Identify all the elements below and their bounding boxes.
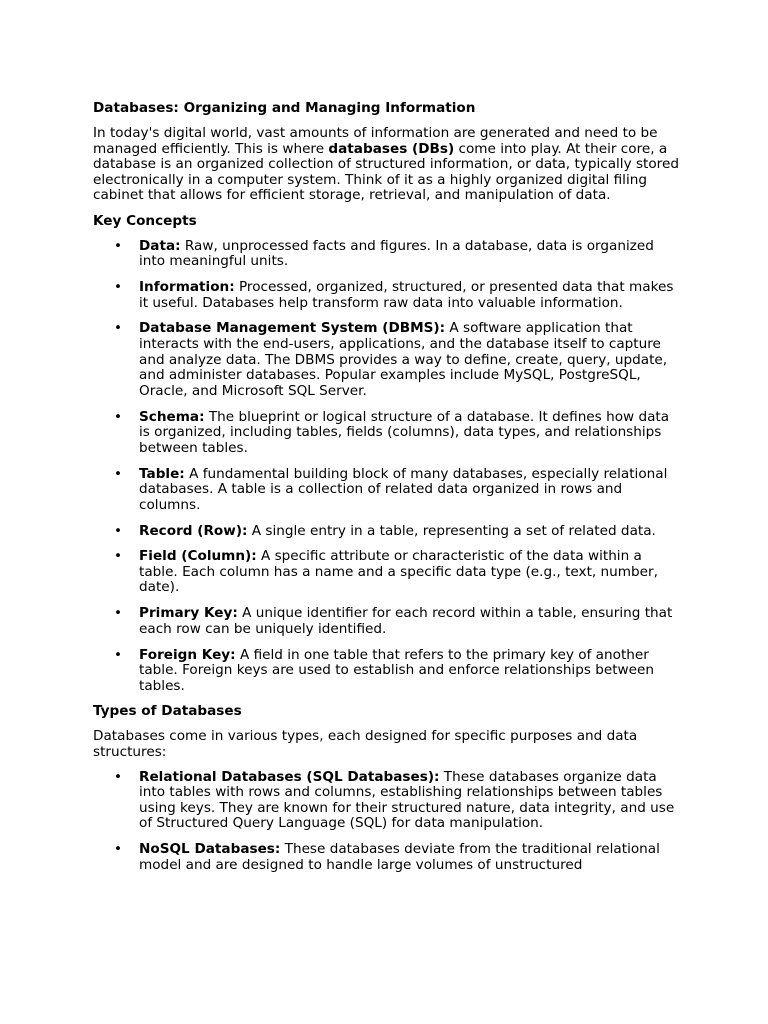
types-intro-paragraph: Databases come in various types, each designed for specific purposes and data structures: [93,728,638,760]
list-item [93,239,679,270]
document-title: Databases: Organizing and Managing Information [93,100,476,116]
list-item-text: These databases organize data into tables with rows and columns, establishing relationships between tables using keys. They are known for their structured nature, data integrity, and use of Structured Query Language (SQL) for data manipulation. [139,768,675,832]
bullet-icon: • [114,465,123,482]
list-item [93,606,679,637]
list-item-term: Table: [139,465,185,482]
list-item-text: A software application that interacts with the end-users, applications, and the database itself to capture and analyze data. The DBMS provides a way to define, create, query, update, and administer databases. Popular examples include MySQL, PostgreSQL, Oracle, and Microsoft SQL Server. [139,320,668,399]
bullet-icon: • [114,279,123,296]
list-item-term: Database Management System (DBMS): [139,320,446,337]
list-item [93,467,679,514]
list-item-term: NoSQL Databases: [139,841,281,858]
bullet-icon: • [114,768,123,785]
intro-bold-term: databases (DBs) [328,140,455,157]
list-item-term: Record (Row): [139,522,248,539]
list-item-text: Raw, unprocessed facts and figures. In a database, data is organized into meaningful units. [139,237,654,270]
key-concepts-heading: Key Concepts [93,212,197,229]
types-heading: Types of Databases [93,702,242,719]
bullet-icon: • [114,646,123,663]
list-item [93,280,679,311]
list-item-term: Schema: [139,408,205,425]
list-item-text: A specific attribute or characteristic of the data within a table. Each column has a name and a specific data type (e.g., text, number, date). [139,548,658,596]
list-item [93,524,679,540]
list-item-text: A unique identifier for each record within a table, ensuring that each row can be uniquely identified. [139,605,673,637]
key-concepts-list [93,239,679,695]
list-item-text: A field in one table that refers to the primary key of another table. Foreign keys are used to establish and enforce relationships between tables. [139,646,655,694]
list-item [93,770,679,832]
list-item [93,321,679,399]
list-item-text: The blueprint or logical structure of a database. It defines how data is organized, including tables, fields (columns), data types, and relationships between tables. [139,408,670,456]
bullet-icon: • [114,605,123,622]
list-item-text: A single entry in a table, representing a set of related data. [247,522,656,539]
list-item [93,842,679,873]
bullet-icon: • [114,320,123,337]
list-item-term: Data: [139,237,181,254]
intro-text-after: come into play. At their core, a database is an organized collection of structured information, or data, typically stored electronically in a computer system. Think of it as a highly organized digital filing cabinet that allows for efficient storage, retrieval, and manipulation of data. [93,140,679,204]
bullet-icon: • [114,548,123,565]
bullet-icon: • [114,408,123,425]
list-item-text: These databases deviate from the traditional relational model and are designed to handle large volumes of unstructured [139,841,660,873]
document-page [93,101,679,883]
intro-paragraph [93,126,679,204]
list-item [93,549,679,596]
list-item-term: Relational Databases (SQL Databases): [139,768,440,785]
list-item-text: A fundamental building block of many databases, especially relational databases. A table is a collection of related data organized in rows and columns. [139,465,668,513]
list-item [93,648,679,695]
bullet-icon: • [114,237,123,254]
bullet-icon: • [114,841,123,858]
list-item-term: Field (Column): [139,548,257,565]
bullet-icon: • [114,522,123,539]
list-item-term: Primary Key: [139,605,238,622]
intro-text-before: In today's digital world, vast amounts of information are generated and need to be managed efficiently. This is where [93,125,658,157]
list-item-text: Processed, organized, structured, or presented data that makes it useful. Databases help transform raw data into valuable information. [139,279,674,311]
types-list [93,770,679,874]
list-item-term: Information: [139,279,235,296]
list-item-term: Foreign Key: [139,646,236,663]
list-item [93,410,679,457]
